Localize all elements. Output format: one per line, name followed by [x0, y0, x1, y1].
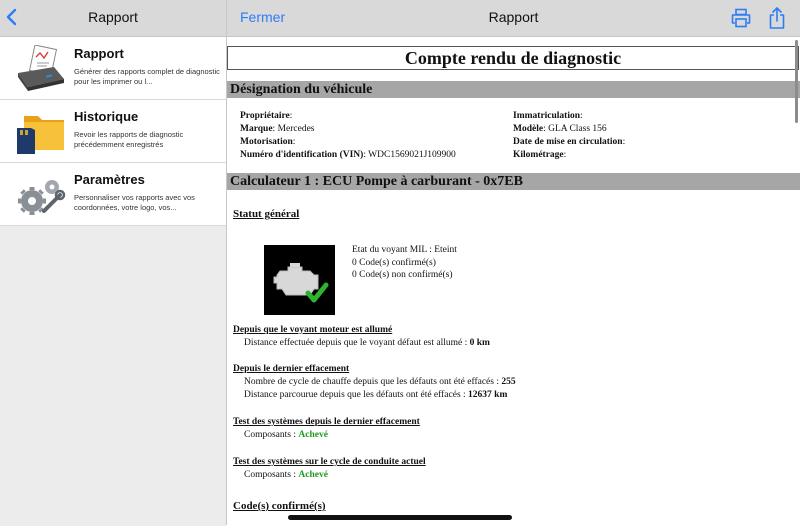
sidebar-item-title: Rapport [74, 46, 124, 61]
sidebar-navigation-bar [0, 0, 226, 37]
components-label: Composants : [244, 470, 299, 480]
circulation-label: Date de mise en circulation [513, 137, 623, 147]
sidebar-empty-area [0, 226, 226, 526]
components-status-1: Achevé [298, 430, 328, 440]
owner-label: Propriétaire [240, 111, 290, 121]
sidebar-item-description: Générer des rapports complet de diagnostic pour les imprimer ou l... [74, 67, 220, 86]
sidebar [0, 37, 226, 525]
vin-field: Numéro d'identification (VIN): WDC1569021J109900 [240, 150, 456, 160]
model-label: Modèle [513, 124, 544, 134]
report-printer-icon [14, 45, 66, 93]
model-field: Modèle: GLA Class 156 [513, 124, 607, 134]
engine-status-image [264, 245, 335, 315]
components-label: Composants : [244, 430, 299, 440]
home-indicator[interactable] [288, 515, 512, 520]
confirmed-codes-count: 0 Code(s) confirmé(s) [352, 258, 436, 268]
tests-current-heading: Test des systèmes sur le cycle de conduite actuel [233, 457, 426, 467]
distance-line [244, 390, 507, 400]
components-line-2 [244, 470, 328, 480]
components-status-2: Achevé [298, 470, 328, 480]
brand-value: Mercedes [277, 124, 315, 134]
detail-navigation-bar [227, 0, 800, 37]
mileage-field: Kilométrage: [513, 150, 567, 160]
document-title: Compte rendu de diagnostic [227, 46, 799, 70]
model-value: GLA Class 156 [548, 124, 607, 134]
warmup-value: 255 [501, 377, 516, 387]
warmup-line [244, 377, 516, 387]
sidebar-item-rapport[interactable] [0, 37, 226, 100]
general-status-heading: Statut général [233, 208, 300, 220]
ecu-section-header: Calculateur 1 : ECU Pompe à carburant - 0x7EB [227, 173, 800, 190]
document-scrollbar[interactable] [795, 40, 798, 123]
sidebar-item-parametres[interactable] [0, 163, 226, 226]
engine-field: Motorisation: [240, 137, 296, 147]
warmup-text: Nombre de cycle de chauffe depuis que les défauts ont été effacés : [244, 377, 502, 387]
gears-wrench-icon [14, 171, 66, 219]
since-mil-heading: Depuis que le voyant moteur est allumé [233, 325, 393, 335]
mil-state: Etat du voyant MIL : Eteint [352, 245, 457, 255]
circulation-date-field: Date de mise en circulation: [513, 137, 626, 147]
distance-text: Distance parcourue depuis que les défauts ont été effacés : [244, 390, 469, 400]
brand-label: Marque [240, 124, 273, 134]
vehicle-section-header: Désignation du véhicule [227, 81, 800, 98]
sidebar-item-title: Historique [74, 109, 139, 124]
print-icon[interactable] [730, 8, 752, 28]
distance-value: 12637 km [468, 390, 508, 400]
share-icon[interactable] [767, 6, 787, 30]
sidebar-item-description: Revoir les rapports de diagnostic précédemment enregistrés [74, 130, 184, 149]
since-mil-value: 0 km [469, 338, 490, 348]
confirmed-codes-heading: Code(s) confirmé(s) [233, 500, 326, 512]
close-button[interactable]: Fermer [240, 9, 286, 25]
sidebar-title: Rapport [88, 9, 138, 25]
check-engine-ok-icon [264, 245, 335, 315]
brand-field: Marque: Mercedes [240, 124, 315, 134]
components-line-1 [244, 430, 328, 440]
report-document[interactable] [227, 37, 800, 525]
owner-field: Propriétaire: [240, 111, 293, 121]
mileage-label: Kilométrage [513, 150, 564, 160]
since-mil-text: Distance effectuée depuis que le voyant défaut est allumé : [244, 338, 470, 348]
folder-sd-card-icon [14, 108, 66, 156]
sidebar-item-title: Paramètres [74, 172, 145, 187]
plate-field: Immatriculation: [513, 111, 583, 121]
vin-label: Numéro d'identification (VIN) [240, 150, 364, 160]
sidebar-item-description: Personnaliser vos rapports avec vos coordonnées, votre logo, vos... [74, 193, 195, 212]
engine-label: Motorisation [240, 137, 293, 147]
sidebar-item-historique[interactable] [0, 100, 226, 163]
since-mil-line [244, 338, 490, 348]
vin-value: WDC1569021J109900 [368, 150, 456, 160]
page-title: Rapport [488, 9, 539, 25]
tests-since-clear-heading: Test des systèmes depuis le dernier effacement [233, 417, 420, 427]
plate-label: Immatriculation [513, 111, 581, 121]
since-clear-heading: Depuis le dernier effacement [233, 364, 350, 374]
unconfirmed-codes-count: 0 Code(s) non confirmé(s) [352, 270, 453, 280]
